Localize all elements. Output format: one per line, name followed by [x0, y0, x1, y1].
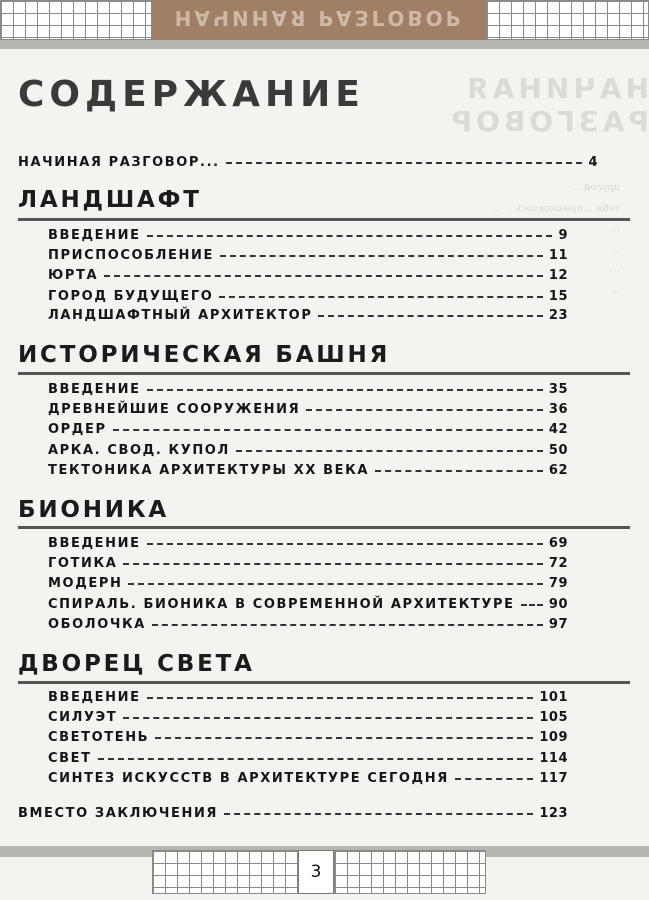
- toc-entry[interactable]: [48, 710, 568, 725]
- dot-leader: [123, 563, 543, 565]
- dot-leader: [147, 389, 543, 391]
- toc-entry-label: ТЕКТОНИКА АРХИТЕКТУРЫ XX ВЕКА: [48, 463, 369, 478]
- show-through-line: тебя ...приходилось... ...: [492, 202, 620, 214]
- dot-leader: [113, 429, 543, 431]
- dot-leader: [306, 409, 543, 411]
- toc-entry-page: 23: [548, 308, 568, 323]
- dot-leader: [224, 813, 533, 815]
- toc-entry-page: 114: [539, 751, 568, 766]
- toc-entry-label: СПИРАЛЬ. БИОНИКА В СОВРЕМЕННОЙ АРХИТЕКТУРЕ: [48, 597, 515, 612]
- dot-leader: [455, 778, 534, 780]
- toc-entry[interactable]: [48, 268, 568, 283]
- show-through-line: другой...: [573, 182, 620, 193]
- toc-entry-label: ВВЕДЕНИЕ: [48, 536, 141, 551]
- toc-entry-label: НАЧИНАЯ РАЗГОВОР...: [18, 155, 220, 170]
- toc-entry[interactable]: [48, 576, 568, 591]
- footer-grid-left: [152, 850, 298, 894]
- toc-entry-label: ОРДЕР: [48, 422, 107, 437]
- toc-entry-page: 4: [588, 155, 598, 170]
- toc-entry[interactable]: [48, 771, 568, 786]
- dot-leader: [220, 255, 543, 257]
- page-number: 3: [298, 850, 334, 894]
- toc-entry-page: 105: [539, 710, 568, 725]
- toc-entry-page: 72: [548, 556, 568, 571]
- dot-leader: [147, 543, 543, 545]
- show-through-line: ...: [610, 264, 620, 275]
- toc-entry-label: ВМЕСТО ЗАКЛЮЧЕНИЯ: [18, 806, 219, 821]
- toc-entry-label: СВЕТОТЕНЬ: [48, 730, 150, 745]
- section-title[interactable]: ИСТОРИЧЕСКАЯ БАШНЯ: [18, 342, 391, 368]
- toc-entry-outro[interactable]: [18, 806, 568, 821]
- toc-entry-label: СИЛУЭТ: [48, 710, 118, 725]
- toc-entry-label: ОБОЛОЧКА: [48, 617, 146, 632]
- toc-entry-label: АРКА. СВОД. КУПОЛ: [48, 443, 230, 458]
- dot-leader: [128, 583, 542, 585]
- show-through-line: ...: [610, 223, 620, 234]
- toc-entry-label: ДРЕВНЕЙШИЕ СООРУЖЕНИЯ: [48, 402, 301, 417]
- toc-entry-page: 123: [539, 806, 568, 821]
- header-grid-left: [0, 0, 152, 40]
- dot-leader: [147, 235, 553, 237]
- dot-leader: [98, 758, 534, 760]
- toc-entry[interactable]: [48, 308, 568, 323]
- toc-entry[interactable]: [48, 556, 568, 571]
- toc-entry[interactable]: [48, 597, 568, 612]
- running-title: НАЧИНАЯ РАЗГОВОР: [174, 6, 464, 30]
- section-rule: [18, 218, 630, 221]
- toc-entry-page: 62: [548, 463, 568, 478]
- toc-entry-label: СВЕТ: [48, 751, 92, 766]
- dot-leader: [104, 275, 543, 277]
- running-title-tab: [152, 0, 486, 40]
- header-band: [0, 40, 649, 49]
- toc-entry[interactable]: [48, 443, 568, 458]
- toc-entry[interactable]: [48, 248, 568, 263]
- section-title[interactable]: ЛАНДШАФТ: [18, 187, 202, 213]
- toc-entry[interactable]: [48, 751, 568, 766]
- toc-entry-label: ЛАНДШАФТНЫЙ АРХИТЕКТОР: [48, 308, 313, 323]
- toc-entry[interactable]: [48, 422, 568, 437]
- show-through-heading: НАЧИНАЯ РАЗГОВОР: [447, 72, 649, 138]
- toc-entry-label: ГОРОД БУДУЩЕГО: [48, 289, 214, 304]
- dot-leader: [226, 162, 583, 164]
- toc-entry[interactable]: [48, 463, 568, 478]
- dot-leader: [147, 697, 534, 699]
- section-title[interactable]: БИОНИКА: [18, 497, 170, 523]
- dot-leader: [318, 315, 542, 317]
- show-through-line: ...: [610, 284, 620, 296]
- toc-entry-label: ГОТИКА: [48, 556, 118, 571]
- dot-leader: [521, 604, 543, 606]
- toc-entry-label: ЮРТА: [48, 268, 99, 283]
- toc-entry-page: 12: [548, 268, 568, 283]
- dot-leader: [375, 470, 543, 472]
- footer-grid-right: [334, 850, 486, 894]
- toc-entry-page: 42: [548, 422, 568, 437]
- toc-entry-page: 36: [548, 402, 568, 417]
- toc-entry-page: 79: [548, 576, 568, 591]
- toc-entry-page: 109: [539, 730, 568, 745]
- toc-entry[interactable]: [48, 289, 568, 304]
- section-title[interactable]: ДВОРЕЦ СВЕТА: [18, 651, 255, 677]
- show-through-line: ...: [610, 243, 620, 255]
- section-rule: [18, 526, 630, 529]
- dot-leader: [123, 717, 533, 719]
- toc-entry[interactable]: [48, 382, 568, 397]
- toc-entry-label: ВВЕДЕНИЕ: [48, 382, 141, 397]
- toc-entry[interactable]: [48, 617, 568, 632]
- toc-entry[interactable]: [48, 690, 568, 705]
- toc-entry-label: ВВЕДЕНИЕ: [48, 228, 141, 243]
- toc-entry-page: 11: [548, 248, 568, 263]
- toc-entry-label: ПРИСПОСОБЛЕНИЕ: [48, 248, 214, 263]
- toc-entry-page: 101: [539, 690, 568, 705]
- toc-entry-label: МОДЕРН: [48, 576, 123, 591]
- page-title: СОДЕРЖАНИЕ: [18, 74, 365, 115]
- dot-leader: [236, 450, 543, 452]
- toc-entry[interactable]: [48, 536, 568, 551]
- toc-entry-page: 15: [548, 289, 568, 304]
- dot-leader: [155, 737, 533, 739]
- dot-leader: [219, 296, 543, 298]
- dot-leader: [152, 624, 543, 626]
- toc-entry-page: 9: [558, 228, 568, 243]
- toc-entry[interactable]: [48, 228, 568, 243]
- toc-entry-label: ВВЕДЕНИЕ: [48, 690, 141, 705]
- toc-entry-intro[interactable]: [18, 155, 598, 170]
- toc-entry-page: 117: [539, 771, 568, 786]
- section-rule: [18, 681, 630, 684]
- toc-entry-page: 50: [548, 443, 568, 458]
- toc-entry-page: 69: [548, 536, 568, 551]
- header-grid-right: [486, 0, 649, 40]
- section-rule: [18, 372, 630, 375]
- toc-entry[interactable]: [48, 402, 568, 417]
- toc-entry[interactable]: [48, 730, 568, 745]
- toc-entry-page: 97: [548, 617, 568, 632]
- toc-entry-page: 35: [548, 382, 568, 397]
- toc-entry-label: СИНТЕЗ ИСКУССТВ В АРХИТЕКТУРЕ СЕГОДНЯ: [48, 771, 449, 786]
- toc-entry-page: 90: [548, 597, 568, 612]
